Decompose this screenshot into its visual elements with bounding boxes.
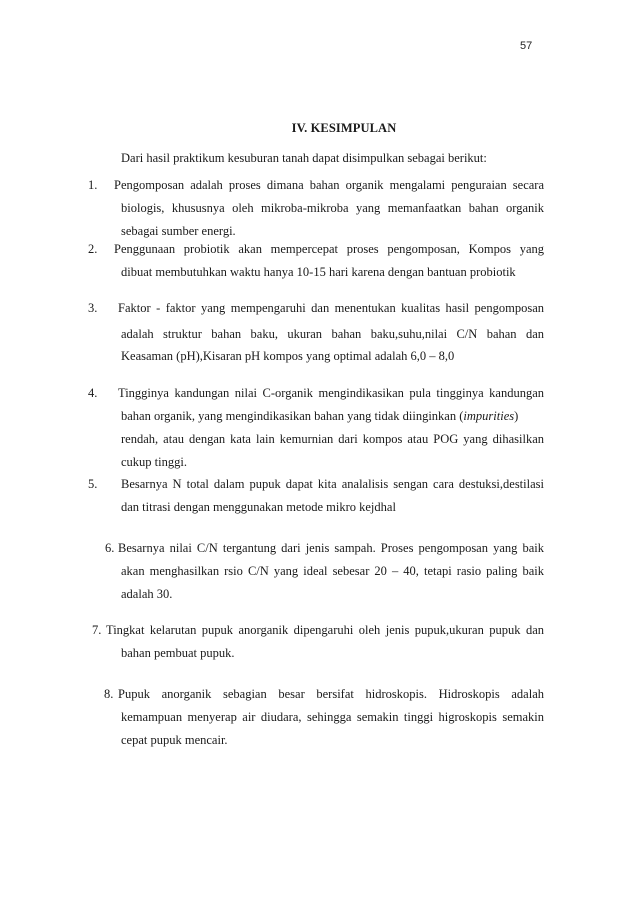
item-line: cepat pupuk mencair. [121,733,228,747]
item-line: dibuat membutuhkan waktu hanya 10-15 hari karena dengan bantuan probiotik [121,265,516,279]
item-line: Tingkat kelarutan pupuk anorganik dipengaruhi oleh jenis pupuk,ukuran pupuk dan [106,623,544,637]
item-line: kemampuan menyerap air diudara, sehingga semakin tinggi higroskopis semakin [121,710,544,724]
item-line: Keasaman (pH),Kisaran pH kompos yang optimal adalah 6,0 – 8,0 [121,349,455,363]
item-line: Pupuk anorganik sebagian besar bersifat hidroskopis. Hidroskopis adalah [118,687,544,701]
item-line: cukup tinggi. [121,455,187,469]
item-number: 2. [88,242,98,256]
item-number: 3. [88,301,98,315]
item-line: Tingginya kandungan nilai C-organik mengindikasikan pula tingginya kandungan [118,386,544,400]
italic-term: impurities [463,409,515,423]
item-line-with-italic [121,408,518,424]
item-number: 8. [104,687,114,701]
item-line: Besarnya nilai C/N tergantung dari jenis sampah. Proses pengomposan yang baik [118,541,544,555]
item-line: dan titrasi dengan menggunakan metode mikro kejdhal [121,500,396,514]
item-line: adalah struktur bahan baku, ukuran bahan baku,suhu,nilai C/N bahan dan [121,327,544,341]
item-line: Faktor - faktor yang mempengaruhi dan menentukan kualitas hasil pengomposan [118,301,544,315]
item-line: biologis, khususnya oleh mikroba-mikroba yang memanfaatkan bahan organik [121,201,544,215]
item-line: rendah, atau dengan kata lain kemurnian dari kompos atau POG yang dihasilkan [121,432,544,446]
item-number: 1. [88,178,98,192]
item-line: adalah 30. [121,587,173,601]
section-heading: IV. KESIMPULAN [291,121,397,135]
item-line: Pengomposan adalah proses dimana bahan organik mengalami penguraian secara [114,178,544,192]
item-number: 4. [88,386,98,400]
item-line-closing-paren: ) [514,409,519,423]
intro-paragraph: Dari hasil praktikum kesuburan tanah dapat disimpulkan sebagai berikut: [121,151,487,165]
item-line: sebagai sumber energi. [121,224,236,238]
item-line: Besarnya N total dalam pupuk dapat kita analalisis sengan cara destuksi,destilasi [121,477,544,491]
item-line: akan menghasilkan rsio C/N yang ideal sebesar 20 – 40, tetapi rasio paling baik [121,564,544,578]
item-line-text: bahan organik, yang mengindikasikan bahan yang tidak diinginkan ( [121,409,464,423]
item-number: 6. [105,541,115,555]
item-number: 5. [88,477,98,491]
item-line: bahan pembuat pupuk. [121,646,235,660]
item-line: Penggunaan probiotik akan mempercepat proses pengomposan, Kompos yang [114,242,544,256]
page-number: 57 [520,40,533,52]
item-number: 7. [92,623,102,637]
